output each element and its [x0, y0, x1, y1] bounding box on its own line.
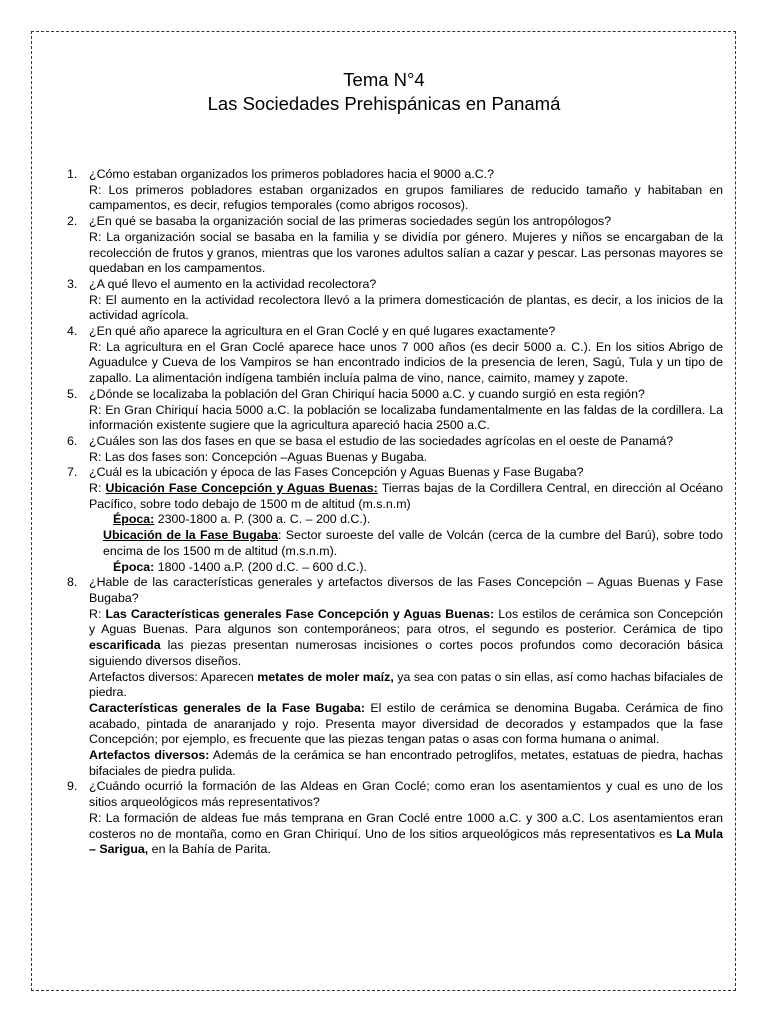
- answer-text: El estilo de cerámica se denomina Bugaba. Cerámica de fino acabado, pintada de anaranjado y rojo. Presenta mayor diversidad de decorados y estampados que la fase Concepción; por ejemplo, es frecuente que las piezas tengan patas o asas con forma humana o animal.: [89, 700, 723, 747]
- document-title: Tema N°4: [343, 69, 425, 90]
- answer-text: [89, 481, 723, 512]
- question-text: ¿Cómo estaban organizados los primeros pobladores hacia el 9000 a.C.?: [89, 167, 494, 181]
- list-item: [63, 465, 723, 575]
- item-number: 7.: [67, 465, 78, 480]
- item-number: 4.: [67, 324, 78, 339]
- answer-text: R: El aumento en la actividad recolectora llevó a la primera domesticación de plantas, es decir, a los inicios de la actividad agrícola.: [89, 292, 723, 323]
- location-label: Ubicación Fase Concepción y Aguas Buenas:: [105, 481, 378, 496]
- epoch-label: Época:: [113, 559, 155, 574]
- item-number: 6.: [67, 433, 78, 448]
- location-line: [89, 528, 723, 559]
- epoch-text: 1800 -1400 a.P. (200 d.C. – 600 d.C.).: [154, 559, 367, 574]
- epoch-line: [89, 512, 723, 528]
- bold-term: La Mula – Sarigua,: [89, 826, 723, 857]
- item-number: 1.: [67, 167, 78, 181]
- item-number: 5.: [67, 386, 78, 401]
- answer-paragraph: [89, 607, 723, 670]
- epoch-line: [89, 560, 723, 576]
- epoch-label: Época:: [113, 512, 155, 527]
- answer-prefix: R:: [89, 606, 106, 621]
- question-text: ¿Dónde se localizaba la población del Gran Chiriquí hacia 5000 a.C. y cuando surgió en esta región?: [89, 386, 645, 401]
- question-text: ¿Cuándo ocurrió la formación de las Aldeas en Gran Coclé; como eran los asentamientos y cual es uno de los sitios arqueológicos más representativos?: [89, 779, 723, 810]
- list-item: [63, 324, 723, 387]
- answer-text: Artefactos diversos: Aparecen: [89, 669, 258, 684]
- answer-text: en la Bahía de Parita.: [148, 842, 271, 857]
- list-item: [63, 214, 723, 277]
- location-text: : Sector suroeste del valle de Volcán (cerca de la cumbre del Barú), sobre todo encima de los 1500 m de altitud (m.s.n.m).: [103, 528, 723, 558]
- answer-text: las piezas presentan numerosas incisiones o cortes pocos profundos como decoración básica siguiendo diversos diseños.: [89, 638, 723, 668]
- list-item: [63, 277, 723, 324]
- list-item: [63, 167, 723, 214]
- bold-term: escarificada: [89, 638, 161, 653]
- location-text: Tierras bajas de la Cordillera Central, en dirección al Océano Pacífico, sobre todo debajo de 1500 m de altitud (m.s.n.m): [89, 481, 723, 511]
- document-subtitle: Las Sociedades Prehispánicas en Panamá: [207, 93, 561, 114]
- answer-text: Los estilos de cerámica son Concepción y Aguas Buenas. Para algunos son contemporáneos; para otros, el segundo es posterior. Cerámica de tipo: [89, 606, 723, 637]
- bold-term: metates de moler maíz,: [257, 669, 394, 684]
- answer-text: R: La organización social se basaba en la familia y se dividía por género. Mujeres y niños se encargaban de la recolección de frutos y granos, mientras que los varones adultos salían a cazar y pescar. Las personas mayores se quedaban en los campamentos.: [89, 229, 723, 276]
- question-text: ¿A qué llevo el aumento en la actividad recolectora?: [89, 276, 377, 291]
- question-text: ¿Cuáles son las dos fases en que se basa el estudio de las sociedades agrícolas en el oeste de Panamá?: [89, 433, 674, 448]
- answer-prefix: R:: [89, 481, 106, 496]
- question-text: ¿En qué se basaba la organización social de las primeras sociedades según los antropólogos?: [89, 214, 612, 229]
- list-item: [63, 779, 723, 858]
- item-number: 8.: [67, 575, 78, 590]
- question-text: ¿Hable de las características generales y artefactos diversos de las Fases Concepción – Aguas Buenas y Fase Bugaba?: [89, 575, 723, 605]
- item-number: 2.: [67, 214, 78, 229]
- question-text: ¿En qué año aparece la agricultura en el Gran Coclé y en qué lugares exactamente?: [89, 324, 556, 339]
- list-item: [63, 387, 723, 434]
- bold-heading: Artefactos diversos:: [89, 748, 210, 763]
- answer-paragraph: [89, 670, 723, 701]
- answer-paragraph: [89, 748, 723, 779]
- question-list: [63, 167, 723, 858]
- epoch-text: 2300-1800 a. P. (300 a. C. – 200 d.C.).: [154, 512, 371, 527]
- bold-heading: Características generales de la Fase Bugaba:: [89, 700, 366, 715]
- list-item: [63, 434, 723, 465]
- item-number: 9.: [67, 779, 78, 794]
- answer-text: R: La agricultura en el Gran Coclé aparece hace unos 7 000 años (es decir 5000 a. C.). En los sitios Abrigo de Aguadulce y Cueva de los Vampiros se han encontrado indicios de la presencia de leren, Sagú, Tula y un tipo de zapallo. La alimentación indígena también incluía palma de vino, nance, caimito, mamey y zapote.: [89, 339, 723, 386]
- answer-text: R: Las dos fases son: Concepción –Aguas Buenas y Bugaba.: [89, 449, 428, 464]
- item-number: 3.: [67, 276, 78, 291]
- question-text: ¿Cuál es la ubicación y época de las Fases Concepción y Aguas Buenas y Fase Bugaba?: [89, 465, 584, 480]
- bold-heading: Las Características generales Fase Concepción y Aguas Buenas:: [105, 606, 495, 621]
- answer-text: R: La formación de aldeas fue más temprana en Gran Coclé entre 1000 a.C. y 300 a.C. Los asentamientos eran costeros no de montaña, como en Gran Chiriquí. Uno de los sitios arqueológicos más representativos es: [89, 810, 723, 841]
- answer-text: R: En Gran Chiriquí hacia 5000 a.C. la población se localizaba fundamentalmente en las faldas de la cordillera. La información existente sugiere que la agricultura apareció hacia 2500 a.C.: [89, 402, 723, 433]
- answer-paragraph: [89, 701, 723, 748]
- answer-paragraph: [89, 811, 723, 858]
- answer-text: Además de la cerámica se han encontrado petroglifos, metates, estatuas de piedra, hachas bifaciales de piedra pulida.: [89, 748, 723, 778]
- location-label: Ubicación de la Fase Bugaba: [103, 528, 279, 543]
- answer-text: R: Los primeros pobladores estaban organizados en grupos familiares de reducido tamaño y habitaban en campamentos, es decir, refugios temporales (como abrigos rocosos).: [89, 182, 723, 213]
- list-item: [63, 575, 723, 779]
- answer-text: ya sea con patas o sin ellas, así como hachas bifaciales de piedra.: [89, 669, 723, 700]
